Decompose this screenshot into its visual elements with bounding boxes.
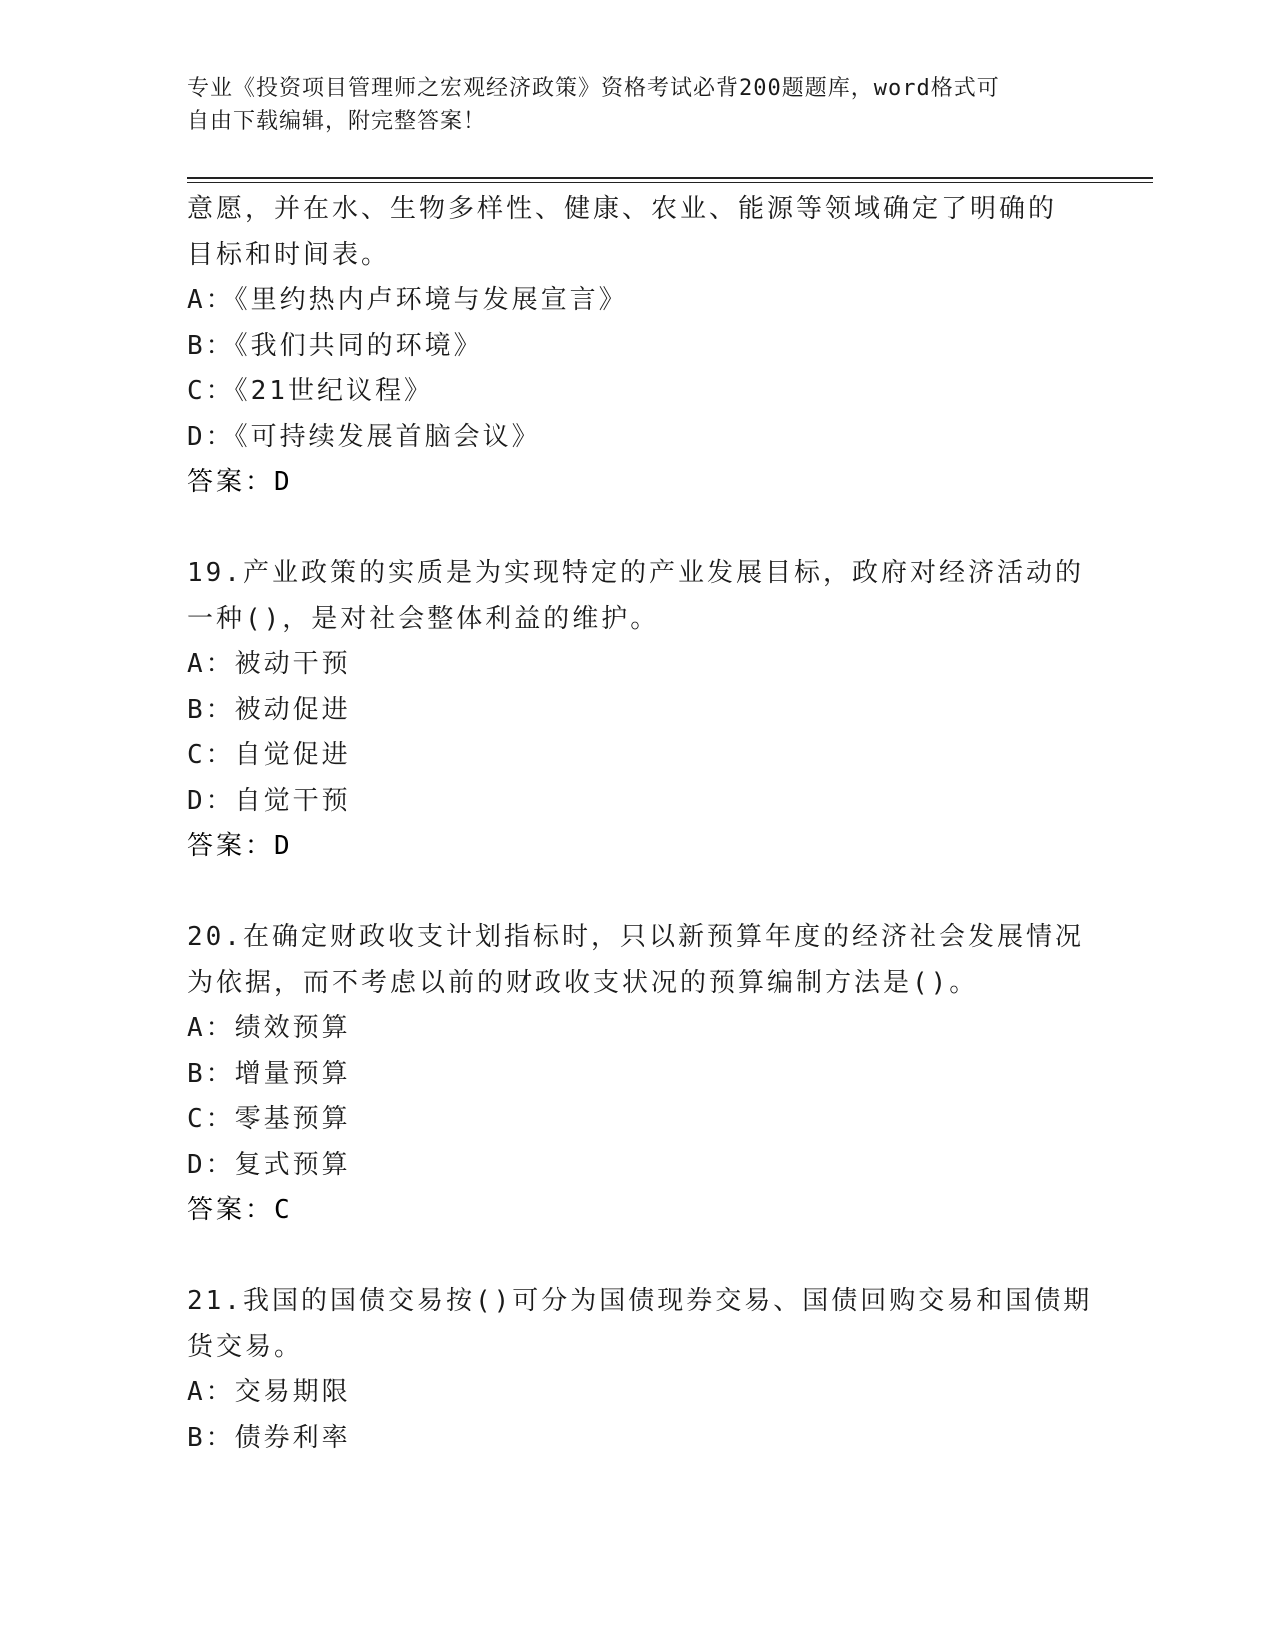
option-b: B：增量预算	[187, 1058, 351, 1089]
option-a: A：交易期限	[187, 1377, 351, 1407]
document-header	[187, 72, 1067, 138]
question-18	[187, 187, 1087, 506]
header-line-1: 专业《投资项目管理师之宏观经济政策》资格考试必背200题题库，word格式可	[187, 76, 1000, 101]
spacer	[187, 1234, 1087, 1280]
option-c: C：自觉促进	[187, 740, 351, 770]
option-c: C：《21世纪议程》	[187, 376, 433, 406]
header-divider-thin	[187, 182, 1153, 183]
option-c: C：零基预算	[187, 1104, 351, 1134]
option-a: A：被动干预	[187, 649, 351, 679]
document-body	[187, 187, 1093, 1461]
question-stem-line: 货交易。	[187, 1331, 304, 1362]
question-20	[187, 915, 1087, 1234]
option-b: B：被动促进	[187, 694, 351, 725]
option-d: D：《可持续发展首脑会议》	[187, 421, 541, 452]
answer-line: 答案：D	[187, 467, 293, 497]
question-stem-line: 21.我国的国债交易按()可分为国债现券交易、国债回购交易和国债期	[187, 1286, 1093, 1316]
question-stem-line: 20.在确定财政收支计划指标时，只以新预算年度的经济社会发展情况	[187, 922, 1084, 952]
spacer	[187, 506, 1087, 552]
spacer	[187, 870, 1087, 916]
question-stem-line: 19.产业政策的实质是为实现特定的产业发展目标，政府对经济活动的	[187, 558, 1084, 588]
question-stem-line: 一种()，是对社会整体利益的维护。	[187, 603, 660, 634]
header-line-2: 自由下载编辑，附完整答案！	[187, 109, 487, 134]
answer-line: 答案：D	[187, 831, 293, 861]
option-a: A：《里约热内卢环境与发展宣言》	[187, 285, 628, 315]
answer-line: 答案：C	[187, 1195, 293, 1225]
question-stem-line: 目标和时间表。	[187, 239, 391, 270]
question-21	[187, 1279, 1093, 1461]
option-b: B：《我们共同的环境》	[187, 330, 483, 361]
option-b: B：债券利率	[187, 1422, 351, 1453]
option-d: D：复式预算	[187, 1149, 351, 1180]
question-stem-line: 为依据，而不考虑以前的财政收支状况的预算编制方法是()。	[187, 967, 979, 998]
option-a: A：绩效预算	[187, 1013, 351, 1043]
option-d: D：自觉干预	[187, 785, 351, 816]
question-19	[187, 551, 1087, 870]
question-stem-line: 意愿，并在水、生物多样性、健康、农业、能源等领域确定了明确的	[187, 194, 1058, 224]
header-divider-thick	[187, 177, 1153, 179]
